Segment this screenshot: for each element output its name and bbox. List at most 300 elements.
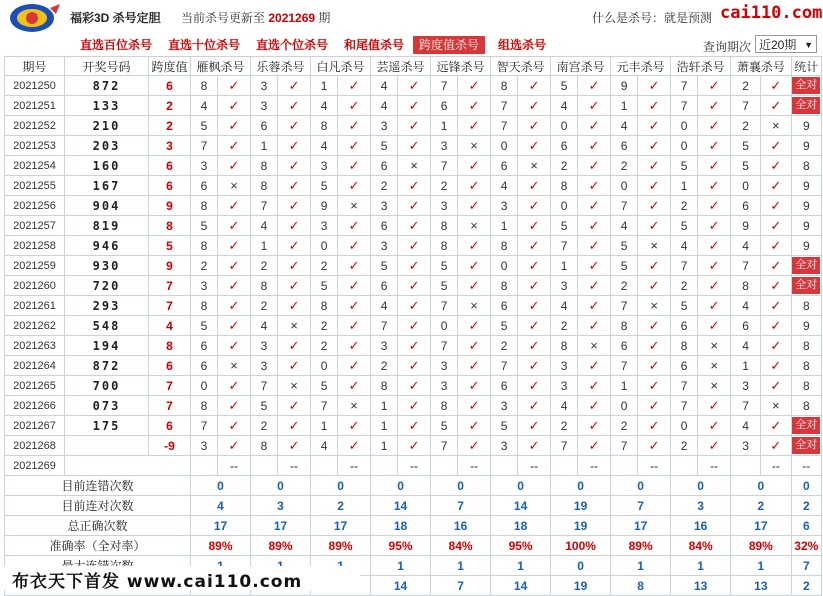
check-icon: ✓: [761, 96, 791, 116]
check-icon: ✓: [638, 176, 671, 196]
dash-cell: --: [518, 456, 551, 476]
draw-number-cell: 175: [65, 416, 149, 436]
check-icon: ✓: [218, 416, 251, 436]
stats-value: 2: [311, 496, 371, 516]
check-icon: ✓: [578, 296, 611, 316]
table-row: [5, 416, 822, 436]
check-icon: ✓: [218, 116, 251, 136]
kill-number-cell: 8: [611, 316, 638, 336]
check-icon: ✓: [578, 196, 611, 216]
stats-value: 16: [671, 516, 731, 536]
check-icon: ✓: [398, 376, 431, 396]
kill-number-cell: 8: [671, 336, 698, 356]
kill-number-cell: 6: [371, 156, 398, 176]
check-icon: ✓: [578, 376, 611, 396]
cross-icon: ×: [398, 156, 431, 176]
check-icon: ✓: [458, 416, 491, 436]
stat-cell: 8: [791, 376, 821, 396]
check-icon: ✓: [578, 276, 611, 296]
kill-number-cell: 7: [191, 416, 218, 436]
kill-number-cell: 0: [431, 316, 458, 336]
check-icon: ✓: [638, 396, 671, 416]
tab-bai[interactable]: 直选百位杀号: [80, 38, 153, 52]
stat-cell: 8: [791, 296, 821, 316]
kill-number-cell: 1: [251, 136, 278, 156]
check-icon: ✓: [458, 276, 491, 296]
stats-value: 7: [611, 496, 671, 516]
check-icon: ✓: [761, 176, 791, 196]
check-icon: ✓: [518, 356, 551, 376]
kill-number-cell: 8: [551, 336, 578, 356]
stat-cell: [791, 96, 821, 116]
column-header: 南宫杀号: [551, 57, 611, 76]
kill-number-cell: 0: [611, 176, 638, 196]
check-icon: ✓: [398, 236, 431, 256]
check-icon: ✓: [218, 376, 251, 396]
kill-number-cell: 4: [311, 136, 338, 156]
kill-number-cell: 0: [311, 356, 338, 376]
check-icon: ✓: [518, 376, 551, 396]
stat-cell: [791, 256, 821, 276]
check-icon: ✓: [338, 96, 371, 116]
check-icon: ✓: [218, 296, 251, 316]
span-value-cell: 6: [149, 416, 191, 436]
kill-number-cell: 7: [491, 116, 518, 136]
check-icon: ✓: [218, 396, 251, 416]
dash-cell: --: [761, 456, 791, 476]
kill-number-cell: 6: [251, 116, 278, 136]
check-icon: ✓: [638, 96, 671, 116]
draw-number-cell: [65, 436, 149, 456]
check-icon: ✓: [698, 296, 731, 316]
kill-number-cell: 4: [251, 216, 278, 236]
kill-number-cell: 7: [731, 396, 761, 416]
stats-value: 0: [671, 476, 731, 496]
stats-value: 0: [611, 476, 671, 496]
draw-number-cell: 210: [65, 116, 149, 136]
table-row: [5, 236, 822, 256]
all-correct-badge: 全对: [792, 417, 820, 434]
kill-number-cell: 5: [191, 216, 218, 236]
stats-value: 89%: [191, 536, 251, 556]
stats-value: 18: [371, 516, 431, 536]
check-icon: ✓: [278, 276, 311, 296]
period-cell: 2021266: [5, 396, 65, 416]
check-icon: ✓: [578, 136, 611, 156]
stat-cell: [791, 76, 821, 96]
check-icon: ✓: [518, 316, 551, 336]
kill-number-cell: 2: [251, 416, 278, 436]
kill-number-cell: 7: [251, 376, 278, 396]
check-icon: ✓: [398, 296, 431, 316]
check-icon: ✓: [518, 216, 551, 236]
kill-number-cell: 2: [671, 436, 698, 456]
span-value-cell: 8: [149, 216, 191, 236]
kill-number-cell: 2: [611, 156, 638, 176]
check-icon: ✓: [761, 356, 791, 376]
kill-number-cell: 3: [491, 396, 518, 416]
kill-number-cell: 5: [191, 316, 218, 336]
table-row: [5, 356, 822, 376]
kill-number-cell: 4: [611, 116, 638, 136]
kill-number-cell: 5: [611, 236, 638, 256]
span-value-cell: 6: [149, 176, 191, 196]
cross-icon: ×: [278, 316, 311, 336]
check-icon: ✓: [518, 96, 551, 116]
check-icon: ✓: [278, 196, 311, 216]
check-icon: ✓: [338, 76, 371, 96]
draw-number-cell: 194: [65, 336, 149, 356]
span-value-cell: -9: [149, 436, 191, 456]
check-icon: ✓: [518, 336, 551, 356]
kill-number-cell: 6: [671, 316, 698, 336]
column-header: 雁枫杀号: [191, 57, 251, 76]
current-kill-number: 4: [551, 456, 578, 476]
kill-number-cell: 6: [191, 336, 218, 356]
stats-value: 7: [431, 576, 491, 596]
kill-number-cell: 8: [191, 196, 218, 216]
check-icon: ✓: [578, 76, 611, 96]
current-kill-number: 5: [731, 456, 761, 476]
stats-value: 89%: [731, 536, 791, 556]
draw-number-cell: 819: [65, 216, 149, 236]
update-period: 2021269: [268, 11, 316, 25]
table-row: [5, 216, 822, 236]
stats-value: 95%: [491, 536, 551, 556]
draw-number-cell: 872: [65, 356, 149, 376]
stat-cell: 9: [791, 196, 821, 216]
current-kill-number: 8: [311, 456, 338, 476]
period-cell: 2021253: [5, 136, 65, 156]
check-icon: ✓: [578, 176, 611, 196]
kill-number-cell: 5: [551, 76, 578, 96]
kill-number-cell: 6: [611, 336, 638, 356]
check-icon: ✓: [761, 216, 791, 236]
stat-cell: 8: [791, 336, 821, 356]
kill-number-cell: 2: [311, 316, 338, 336]
kill-number-cell: 8: [191, 76, 218, 96]
check-icon: ✓: [278, 416, 311, 436]
cross-icon: ×: [458, 216, 491, 236]
kill-number-cell: 1: [431, 116, 458, 136]
draw-number-cell: 293: [65, 296, 149, 316]
kill-number-cell: 3: [491, 196, 518, 216]
stat-cell: 9: [791, 216, 821, 236]
stats-value: 89%: [611, 536, 671, 556]
span-value-cell: 5: [149, 236, 191, 256]
table-row: [5, 176, 822, 196]
check-icon: ✓: [458, 76, 491, 96]
tab-zuxuan[interactable]: 组选杀号: [498, 38, 547, 52]
stats-value: 89%: [311, 536, 371, 556]
check-icon: ✓: [698, 156, 731, 176]
period-select[interactable]: 近20期 ▼: [755, 35, 817, 53]
stats-value: 0: [431, 476, 491, 496]
kill-number-cell: 0: [731, 176, 761, 196]
span-value-cell: 8: [149, 336, 191, 356]
stats-value: 3: [671, 496, 731, 516]
check-icon: ✓: [278, 76, 311, 96]
stats-value: 19: [551, 496, 611, 516]
kill-number-cell: 7: [431, 76, 458, 96]
kill-number-cell: 7: [191, 136, 218, 156]
stats-row: [5, 516, 822, 536]
current-kill-number: 2: [371, 456, 398, 476]
kill-number-cell: 7: [611, 436, 638, 456]
check-icon: ✓: [218, 276, 251, 296]
kill-number-cell: 7: [551, 436, 578, 456]
kill-number-cell: 4: [491, 176, 518, 196]
kill-number-cell: 2: [311, 256, 338, 276]
kill-number-cell: 7: [731, 96, 761, 116]
check-icon: ✓: [218, 96, 251, 116]
period-cell: 2021254: [5, 156, 65, 176]
span-value-cell: 9: [149, 196, 191, 216]
table-row: [5, 336, 822, 356]
kill-number-cell: 9: [311, 196, 338, 216]
stats-value: 14: [491, 576, 551, 596]
stats-value: 14: [371, 576, 431, 596]
kill-number-cell: 6: [491, 156, 518, 176]
period-cell: 2021264: [5, 356, 65, 376]
stats-value: 0: [311, 476, 371, 496]
draw-number-cell: 930: [65, 256, 149, 276]
stats-value: 0: [191, 476, 251, 496]
cross-icon: ×: [278, 376, 311, 396]
kill-number-cell: 5: [491, 416, 518, 436]
check-icon: ✓: [761, 136, 791, 156]
stats-value: 17: [731, 516, 791, 536]
check-icon: ✓: [578, 216, 611, 236]
kill-number-cell: 2: [431, 176, 458, 196]
kill-number-cell: 6: [191, 356, 218, 376]
kill-number-cell: 3: [191, 436, 218, 456]
kill-number-cell: 7: [671, 256, 698, 276]
kill-number-cell: 3: [731, 376, 761, 396]
check-icon: ✓: [761, 76, 791, 96]
kill-number-cell: 2: [251, 296, 278, 316]
stats-value: 0: [251, 476, 311, 496]
update-info: 当前杀号更新至 2021269 期: [181, 11, 331, 25]
brand-title: 福彩3D 杀号定胆: [70, 11, 161, 25]
check-icon: ✓: [458, 396, 491, 416]
check-icon: ✓: [458, 196, 491, 216]
kill-number-cell: 2: [251, 256, 278, 276]
kill-number-cell: 0: [311, 236, 338, 256]
all-correct-badge: 全对: [792, 257, 820, 274]
check-icon: ✓: [218, 256, 251, 276]
check-icon: ✓: [638, 76, 671, 96]
kill-number-cell: 4: [731, 416, 761, 436]
stats-value: 1: [731, 556, 791, 576]
stat-cell: [791, 276, 821, 296]
period-cell: 2021260: [5, 276, 65, 296]
check-icon: ✓: [398, 76, 431, 96]
kill-number-cell: 5: [311, 176, 338, 196]
dash-cell: --: [218, 456, 251, 476]
kill-number-cell: 3: [431, 376, 458, 396]
stats-label: 目前连错次数: [5, 476, 191, 496]
check-icon: ✓: [761, 416, 791, 436]
table-row: [5, 276, 822, 296]
check-icon: ✓: [698, 316, 731, 336]
stats-total: 32%: [791, 536, 821, 556]
check-icon: ✓: [338, 176, 371, 196]
check-icon: ✓: [218, 76, 251, 96]
span-value-cell: 7: [149, 276, 191, 296]
check-icon: ✓: [278, 296, 311, 316]
table-row: [5, 296, 822, 316]
column-header: 乐蓉杀号: [251, 57, 311, 76]
kill-number-cell: 8: [491, 236, 518, 256]
kill-number-cell: 3: [431, 196, 458, 216]
kill-number-cell: 3: [191, 276, 218, 296]
kill-number-cell: 7: [671, 96, 698, 116]
cross-icon: ×: [458, 136, 491, 156]
kill-number-cell: 8: [251, 176, 278, 196]
stats-value: 4: [191, 496, 251, 516]
current-kill-number: 0: [251, 456, 278, 476]
kill-number-cell: 2: [551, 316, 578, 336]
kill-number-cell: 7: [671, 376, 698, 396]
period-cell: 2021255: [5, 176, 65, 196]
span-value-cell: 6: [149, 356, 191, 376]
check-icon: ✓: [398, 316, 431, 336]
kill-number-cell: 5: [371, 136, 398, 156]
column-header: 浩轩杀号: [671, 57, 731, 76]
kill-number-cell: 7: [551, 236, 578, 256]
period-cell: 2021256: [5, 196, 65, 216]
draw-number-cell: 548: [65, 316, 149, 336]
kill-number-cell: 1: [731, 356, 761, 376]
stats-value: 7: [431, 496, 491, 516]
kill-number-cell: 0: [671, 416, 698, 436]
check-icon: ✓: [638, 336, 671, 356]
check-icon: ✓: [638, 356, 671, 376]
check-icon: ✓: [518, 276, 551, 296]
kill-number-cell: 2: [731, 116, 761, 136]
kill-number-cell: 4: [251, 316, 278, 336]
stats-row: [5, 496, 822, 516]
draw-number-cell: 167: [65, 176, 149, 196]
kill-number-cell: 9: [731, 216, 761, 236]
dash-cell: --: [638, 456, 671, 476]
logo-icon: [6, 2, 62, 34]
check-icon: ✓: [698, 76, 731, 96]
tab-kuadu[interactable]: 跨度值杀号: [413, 36, 485, 54]
kill-number-cell: 7: [371, 316, 398, 336]
cross-icon: ×: [218, 356, 251, 376]
stats-value: 17: [191, 516, 251, 536]
check-icon: ✓: [518, 256, 551, 276]
kill-number-cell: 8: [191, 396, 218, 416]
stats-value: 19: [551, 576, 611, 596]
period-cell: 2021262: [5, 316, 65, 336]
stats-value: 95%: [371, 536, 431, 556]
kill-number-cell: 5: [491, 316, 518, 336]
nav-tabs: [0, 34, 823, 56]
check-icon: ✓: [518, 436, 551, 456]
check-icon: ✓: [338, 316, 371, 336]
kill-number-cell: 4: [371, 296, 398, 316]
cross-icon: ×: [698, 356, 731, 376]
kill-number-cell: 3: [431, 356, 458, 376]
all-correct-badge: 全对: [792, 97, 820, 114]
check-icon: ✓: [458, 236, 491, 256]
stats-value: 100%: [551, 536, 611, 556]
tab-hewei[interactable]: 和尾值杀号: [344, 38, 405, 52]
table-row: [5, 156, 822, 176]
stats-value: 1: [431, 556, 491, 576]
stats-value: 19: [551, 516, 611, 536]
check-icon: ✓: [578, 416, 611, 436]
check-icon: ✓: [278, 216, 311, 236]
check-icon: ✓: [578, 436, 611, 456]
stat-cell: 9: [791, 136, 821, 156]
check-icon: ✓: [578, 156, 611, 176]
kill-number-cell: 3: [371, 336, 398, 356]
stats-value: 0: [731, 476, 791, 496]
kill-number-cell: 2: [371, 176, 398, 196]
span-value-cell: 9: [149, 256, 191, 276]
stats-row: [5, 476, 822, 496]
kill-number-cell: 4: [191, 96, 218, 116]
kill-number-cell: 5: [311, 376, 338, 396]
check-icon: ✓: [218, 236, 251, 256]
check-icon: ✓: [398, 356, 431, 376]
kill-number-cell: 1: [311, 416, 338, 436]
period-cell: 2021267: [5, 416, 65, 436]
kill-number-cell: 2: [551, 156, 578, 176]
check-icon: ✓: [518, 116, 551, 136]
column-header: 统计: [791, 57, 821, 76]
kill-number-cell: 6: [611, 136, 638, 156]
dash-cell: --: [791, 456, 821, 476]
kill-number-cell: 7: [731, 256, 761, 276]
check-icon: ✓: [398, 396, 431, 416]
kill-number-cell: 5: [431, 276, 458, 296]
check-icon: ✓: [698, 196, 731, 216]
check-icon: ✓: [518, 176, 551, 196]
kill-number-cell: 6: [371, 276, 398, 296]
kill-number-cell: 3: [551, 356, 578, 376]
check-icon: ✓: [578, 396, 611, 416]
tab-ge[interactable]: 直选个位杀号: [256, 38, 329, 52]
current-kill-number: 1: [431, 456, 458, 476]
kill-number-cell: 6: [491, 376, 518, 396]
stats-total: 2: [791, 496, 821, 516]
kill-number-cell: 5: [731, 136, 761, 156]
kill-number-cell: 8: [371, 376, 398, 396]
check-icon: ✓: [638, 116, 671, 136]
kill-number-cell: 6: [431, 96, 458, 116]
top-bar: [0, 0, 823, 34]
check-icon: ✓: [638, 256, 671, 276]
period-cell: 2021259: [5, 256, 65, 276]
cross-icon: ×: [698, 336, 731, 356]
kill-number-cell: 0: [551, 196, 578, 216]
tab-shi[interactable]: 直选十位杀号: [168, 38, 241, 52]
check-icon: ✓: [698, 96, 731, 116]
kill-number-cell: 2: [671, 196, 698, 216]
check-icon: ✓: [458, 376, 491, 396]
kill-number-cell: 2: [191, 256, 218, 276]
stats-total: 6: [791, 516, 821, 536]
check-icon: ✓: [638, 136, 671, 156]
current-kill-number: 3: [671, 456, 698, 476]
check-icon: ✓: [638, 316, 671, 336]
kill-number-cell: 4: [731, 236, 761, 256]
